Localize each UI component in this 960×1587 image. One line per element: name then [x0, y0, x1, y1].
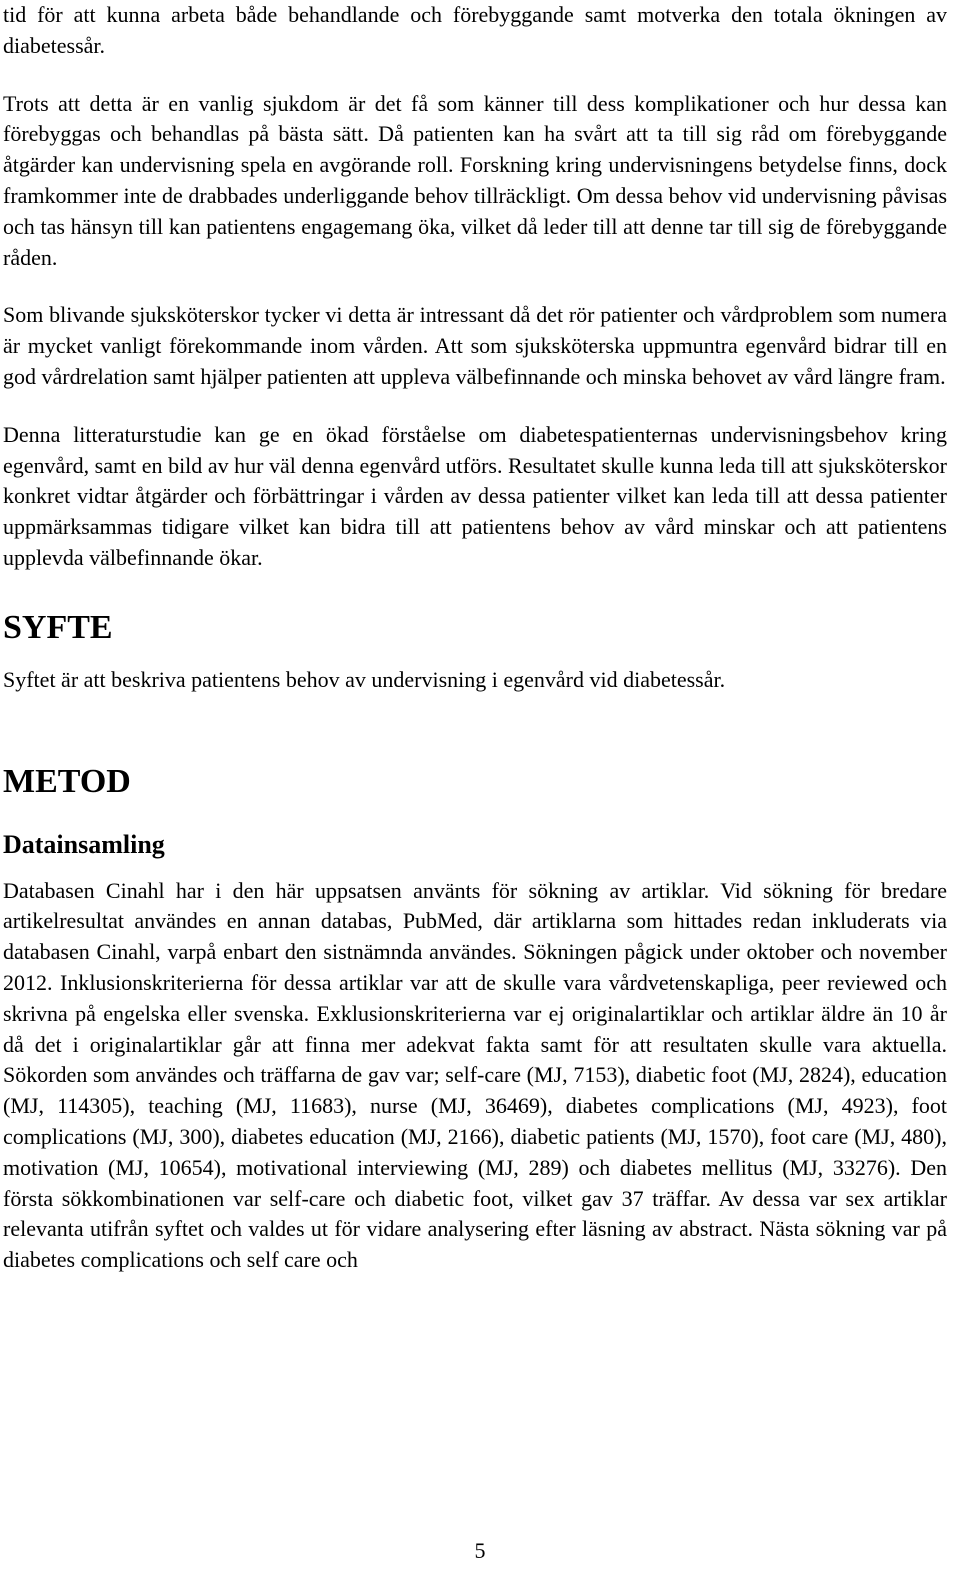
heading-metod: METOD: [3, 762, 131, 800]
paragraph-nursing-interest: Som blivande sjuksköterskor tycker vi detta är intressant då det rör patienter och vårdproblem som numera är mycket vanligt förekommande inom vården. Att som sjuksköterska uppmuntra egenvård bidrar till en god vårdrelation samt hjälper patienten att uppleva välbefinnande och minska behovet av vård längre fram.: [3, 302, 947, 389]
paragraph-syfte: Syftet är att beskriva patientens behov av undervisning i egenvård vid diabetessår.: [3, 666, 726, 692]
subheading-datainsamling: Datainsamling: [3, 829, 165, 859]
paragraph-intro-continued: tid för att kunna arbeta både behandlande och förebyggande samt motverka den totala ökningen av diabetessår.: [3, 2, 947, 58]
paragraph-study-contribution: Denna litteraturstudie kan ge en ökad förståelse om diabetespatienternas undervisningsbehov kring egenvård, samt en bild av hur väl denna egenvård utförs. Resultatet skulle kunna leda till att sjuksköterskor konkret vidtar åtgärder och förbättringar i vården av dessa patienter vilket kan leda till att dessa patienter uppmärksammas tidigare vilket kan bidra till att patientens behov av vård minskar och att patientens upplevda välbefinnande ökar.: [3, 421, 947, 570]
paragraph-datainsamling: Databasen Cinahl har i den här uppsatsen använts för sökning av artiklar. Vid sökning för bredare artikelresultat användes en annan databas, PubMed, där artiklarna som hittades redan inkluderats via databasen Cinahl, varpå enbart den sistnämnda användes. Sökningen pågick under oktober och november 2012. Inklusionskriterierna för dessa artiklar var att de skulle vara vårdvetenskapliga, peer reviewed och skrivna på engelska eller svenska. Exklusionskriterierna var ej originalartiklar och artiklar äldre än 10 år då det i originalartiklar går att finna mer adekvat fakta samt för att resultaten skulle vara aktuella. Sökorden som användes och träffarna de gav var; self-care (MJ, 7153), diabetic foot (MJ, 2824), education (MJ, 114305), teaching (MJ, 11683), nurse (MJ, 36469), diabetes complications (MJ, 4923), foot complications (MJ, 300), diabetes education (MJ, 2166), diabetic patients (MJ, 1570), foot care (MJ, 480), motivation (MJ, 10654), motivational interviewing (MJ, 289) och diabetes mellitus (MJ, 33276). Den första sökkombinationen var self-care och diabetic foot, vilket gav 37 träffar. Av dessa var sex artiklar relevanta utifrån syftet och valdes ut för vidare analysering efter läsning av abstract. Nästa sökning var på diabetes complications och self care och: [3, 877, 947, 1273]
page-number: 5: [474, 1538, 486, 1563]
paragraph-awareness: Trots att detta är en vanlig sjukdom är det få som känner till dess komplikationer och hur dessa kan förebyggas och behandlas på bästa sätt. Då patienten kan ha svårt att ta till sig råd om förebyggande åtgärder kan undervisning spela en avgörande roll. Forskning kring undervisningens betydelse finns, dock framkommer inte de drabbades underliggande behov tillräckligt. Om dessa behov vid undervisning påvisas och tas hänsyn till kan patientens engagemang öka, vilket då leder till att denne tar till sig de förebyggande råden.: [3, 90, 947, 270]
heading-syfte: SYFTE: [3, 608, 113, 646]
document-page: [3, 0, 947, 1276]
